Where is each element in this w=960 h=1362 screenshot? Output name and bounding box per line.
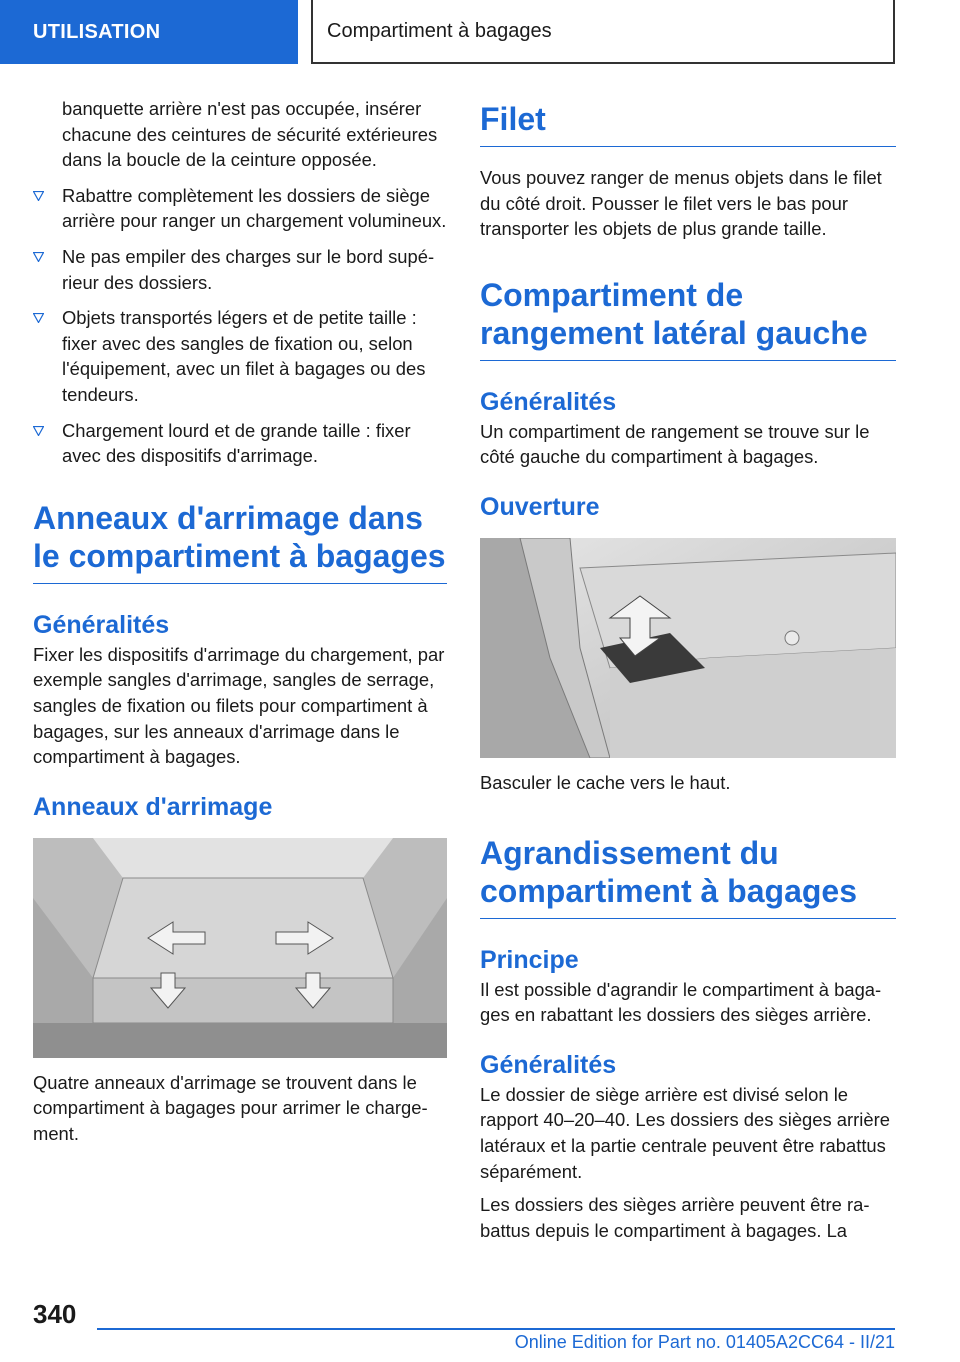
section-title: UTILISATION xyxy=(33,20,161,43)
page-number: 340 xyxy=(33,1299,77,1329)
heading-comp-generalites: Généralités xyxy=(480,387,617,416)
generalites-text: Fixer les dispositifs d'arrimage du chargement, par exemple sangles d'arrimage, sangles de serrage, sangles de fixation ou filets pour compartiment à bagages, sur les anneaux d'arrimage dans le compartiment à bagages. xyxy=(33,643,445,768)
bullet-item xyxy=(33,418,447,469)
intro-continued: banquette arrière n'est pas occupée, insérer chacune des ceintures de sécurité extérieures dans la boucle de la ceinture opposée. xyxy=(62,98,438,171)
triangle-bullet-icon xyxy=(33,244,53,262)
section-tab xyxy=(0,0,298,64)
right-column xyxy=(480,100,896,1243)
heading-filet: Filet xyxy=(480,100,896,147)
bullet-text: Ne pas empiler des charges sur le bord supérieur des dossiers. xyxy=(62,245,435,293)
bullet-text: Rabattre complètement les dossiers de siège arrière pour ranger un chargement volumineux. xyxy=(62,184,447,232)
agrand-generalites-text-2: Les dossiers des sièges arrière peuvent être rabattus depuis le compartiment à bagages. La xyxy=(480,1194,870,1241)
principe-text: Il est possible d'agrandir le compartiment à bagages en rabattant les dossiers des sièges arrière. xyxy=(480,978,882,1026)
page-header xyxy=(0,0,960,68)
left-column xyxy=(33,96,447,1146)
heading-principe: Principe xyxy=(480,945,579,974)
trunk-tie-down-illustration xyxy=(33,838,447,1058)
topic-tab xyxy=(311,0,895,64)
triangle-bullet-icon xyxy=(33,418,53,436)
agrand-generalites-text-1: Le dossier de siège arrière est divisé selon le rapport 40–20–40. Les dossiers des sièges arrière latéraux et la partie centrale peuvent être rabattus séparément. xyxy=(480,1083,890,1182)
filet-text: Vous pouvez ranger de menus objets dans le filet du côté droit. Pousser le filet vers le bas pour transporter les objets de plus grande taille. xyxy=(480,167,882,240)
bullet-item xyxy=(33,183,447,234)
heading-anneaux: Anneaux d'arrimage dans le compartiment à bagages xyxy=(33,499,447,584)
topic-title: Compartiment à bagages xyxy=(327,19,552,42)
bullet-item xyxy=(33,305,447,407)
comp-generalites-text: Un compartiment de rangement se trouve sur le côté gauche du compartiment à bagages. xyxy=(480,420,870,468)
heading-generalites: Généralités xyxy=(33,610,170,639)
heading-ouverture: Ouverture xyxy=(480,492,600,521)
heading-compartiment: Compartiment de rangement latéral gauche xyxy=(480,276,896,361)
bullet-text: Objets transportés légers et de petite taille : fixer avec des sangles de fixation ou, selon l'équipement, avec un filet à bagages ou des tendeurs. xyxy=(62,307,426,405)
heading-anneaux-sub: Anneaux d'arrimage xyxy=(33,792,273,821)
heading-agrand-generalites: Généralités xyxy=(480,1050,617,1079)
triangle-bullet-icon xyxy=(33,305,53,323)
heading-agrandissement: Agrandissement du compartiment à bagages xyxy=(480,834,896,919)
edition-text: Online Edition for Part no. 01405A2CC64 - II/21 xyxy=(514,1332,895,1352)
bullet-item xyxy=(33,244,447,295)
bullet-text: Chargement lourd et de grande taille : fixer avec des dispositifs d'arrimage. xyxy=(62,419,411,467)
storage-compartment-illustration xyxy=(480,538,896,758)
footer-divider xyxy=(97,1328,895,1330)
triangle-bullet-icon xyxy=(33,183,53,201)
ouverture-caption: Basculer le cache vers le haut. xyxy=(480,771,731,793)
anneaux-caption: Quatre anneaux d'arrimage se trouvent dans le compartiment à bagages pour arrimer le chargement. xyxy=(33,1071,428,1144)
